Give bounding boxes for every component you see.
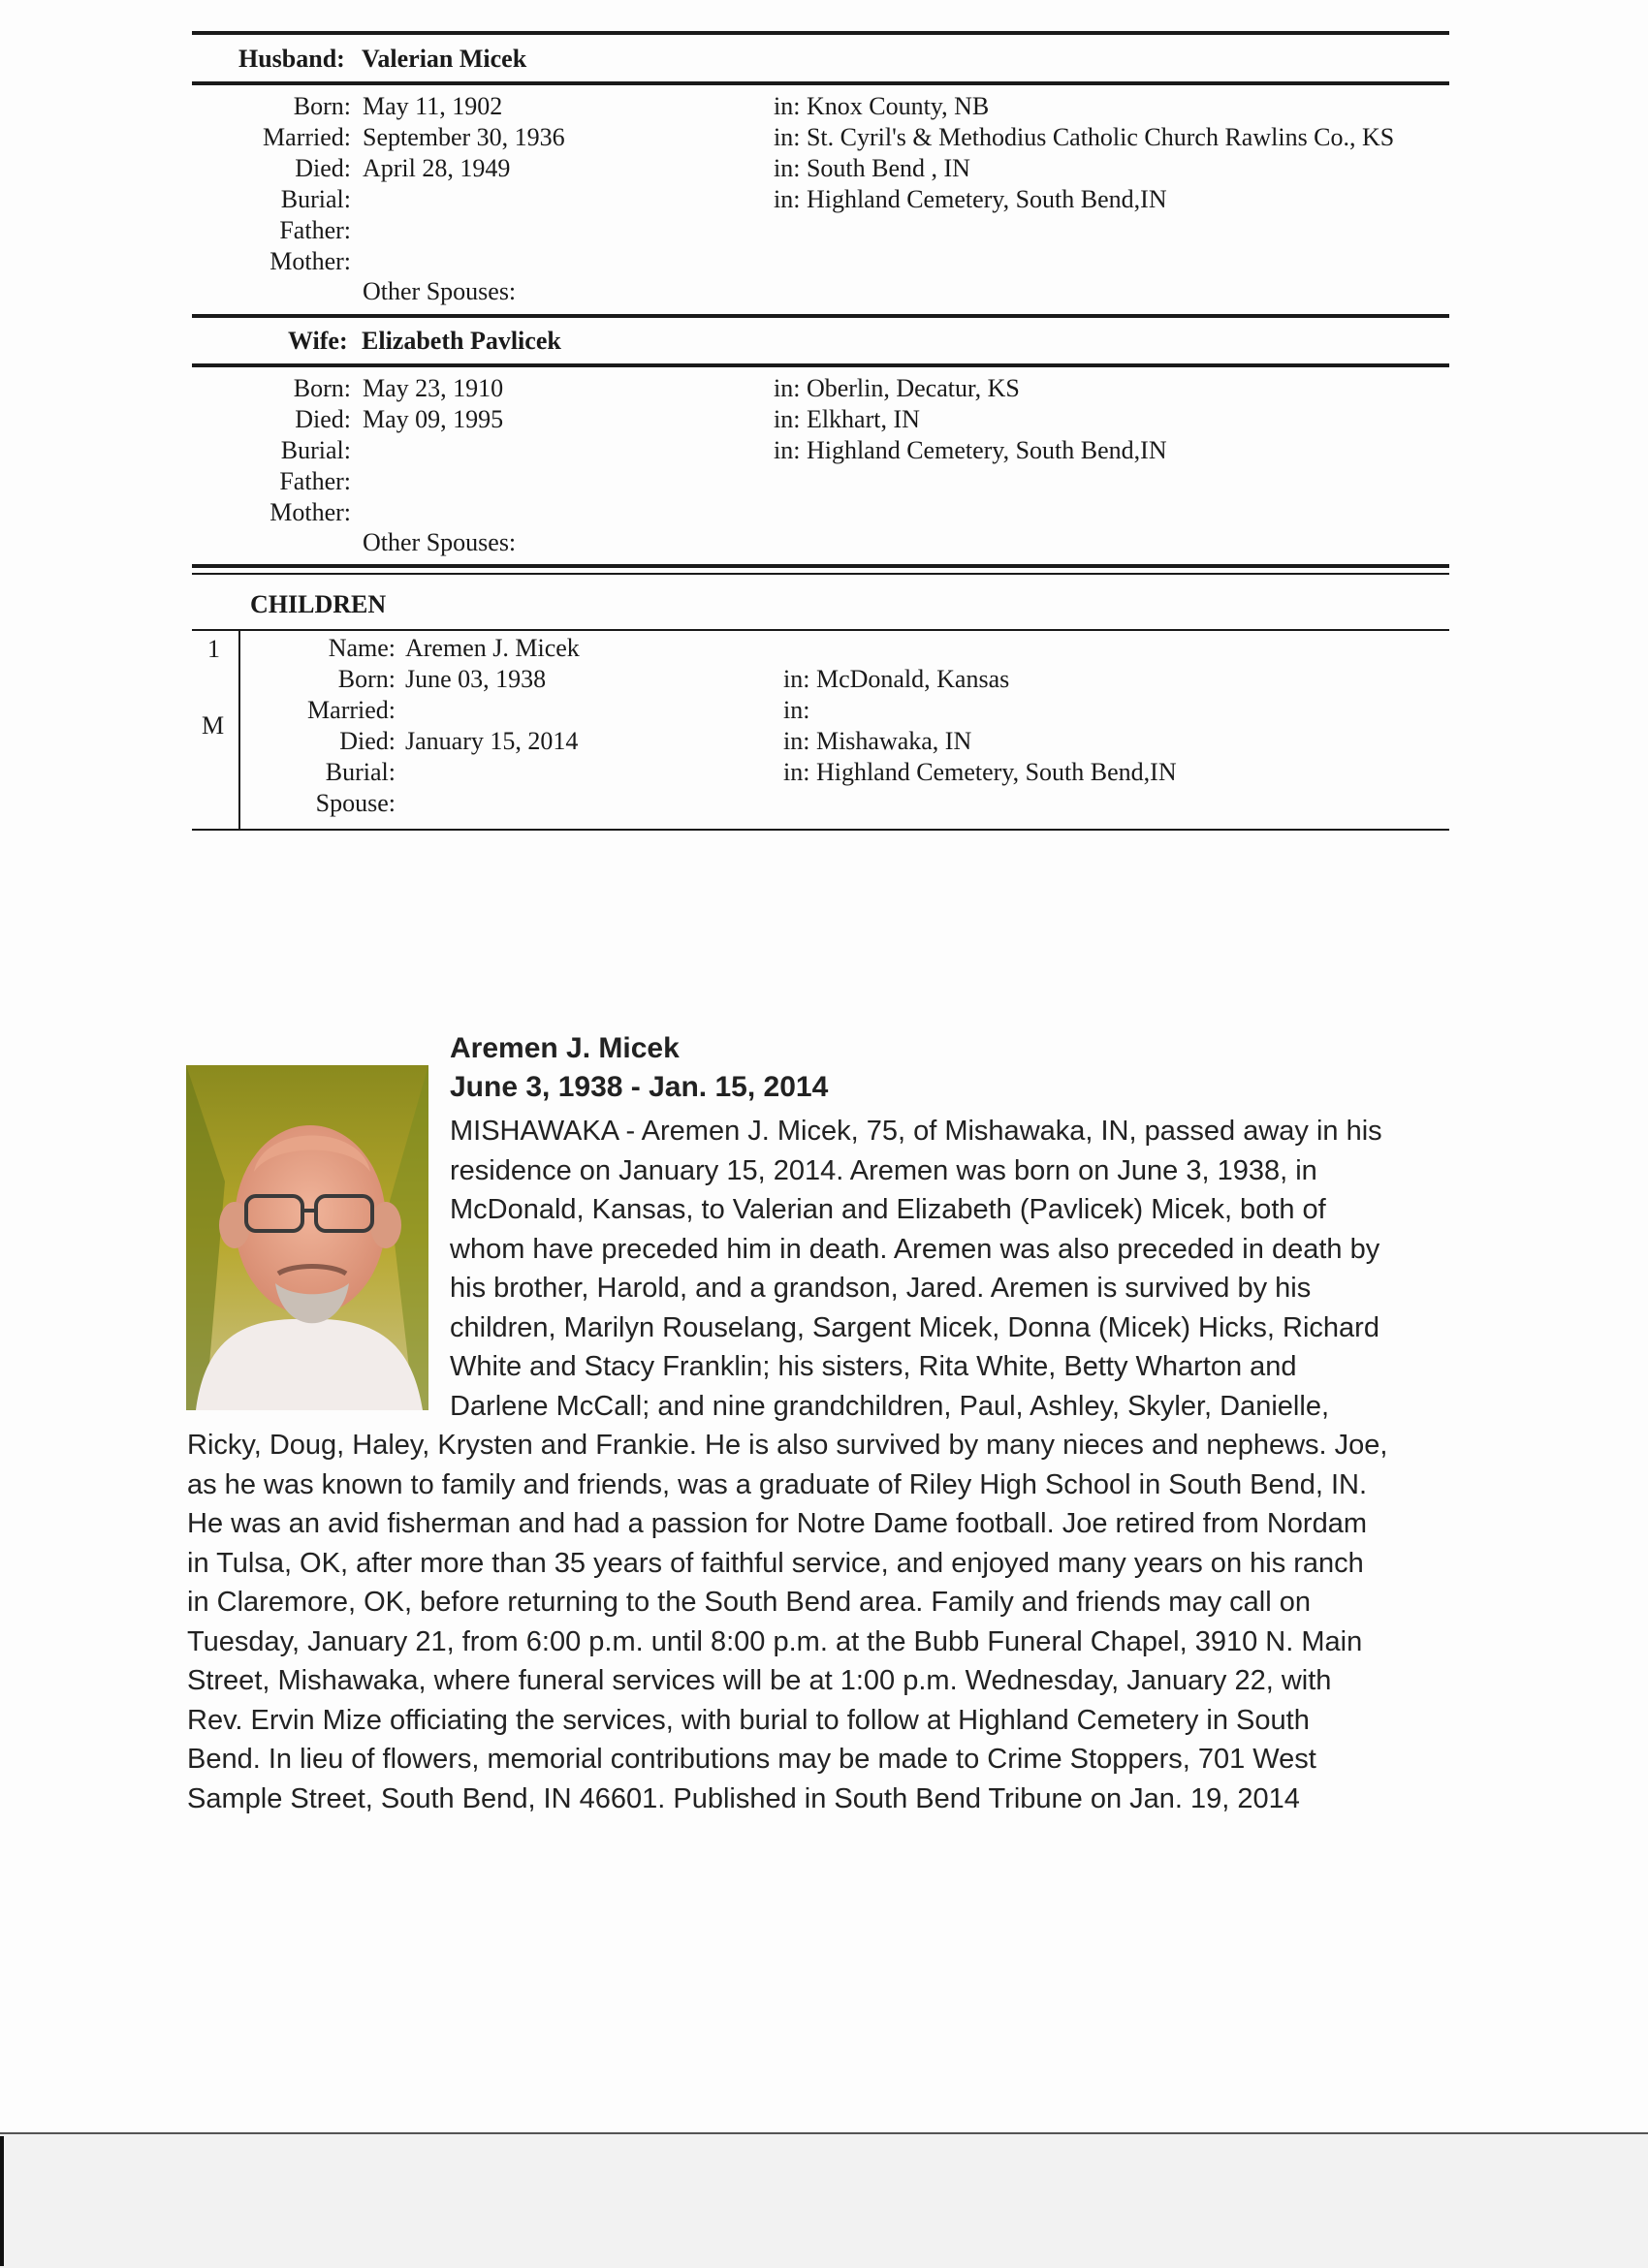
husband-married-value: September 30, 1936 bbox=[363, 123, 565, 151]
child-burial-label: Burial: bbox=[325, 758, 396, 786]
wife-header-rule bbox=[192, 363, 1449, 367]
child-died-label: Died: bbox=[339, 727, 396, 755]
husband-died-place: in: South Bend , IN bbox=[774, 154, 970, 182]
child-died-place: in: Mishawaka, IN bbox=[783, 727, 972, 755]
obituary-line: Street, Mishawaka, where funeral services will be at 1:00 p.m. Wednesday, January 22, with bbox=[187, 1665, 1332, 1696]
husband-header-rule bbox=[192, 81, 1449, 85]
obituary-line: McDonald, Kansas, to Valerian and Elizabeth (Pavlicek) Micek, both of bbox=[450, 1194, 1326, 1225]
husband-burial-label: Burial: bbox=[280, 185, 351, 213]
husband-married-place: in: St. Cyril's & Methodius Catholic Church Rawlins Co., KS bbox=[774, 123, 1395, 151]
obituary-line: MISHAWAKA - Aremen J. Micek, 75, of Mishawaka, IN, passed away in his bbox=[450, 1116, 1382, 1147]
portrait-image bbox=[186, 1065, 428, 1410]
child-born-value: June 03, 1938 bbox=[405, 665, 547, 693]
husband-other-spouses: Other Spouses: bbox=[363, 277, 517, 305]
child-name-label: Name: bbox=[328, 634, 396, 662]
wife-mother-label: Mother: bbox=[269, 498, 351, 526]
wife-died-value: May 09, 1995 bbox=[363, 405, 504, 433]
husband-died-value: April 28, 1949 bbox=[363, 154, 511, 182]
scan-bottom-edge bbox=[0, 2136, 4, 2266]
child-born-label: Born: bbox=[337, 665, 396, 693]
husband-father-label: Father: bbox=[279, 216, 351, 244]
child-spouse-label: Spouse: bbox=[315, 789, 396, 817]
child-married-place: in: bbox=[783, 696, 810, 724]
obituary-line: in Claremore, OK, before returning to the South Bend area. Family and friends may call on bbox=[187, 1587, 1311, 1618]
husband-born-value: May 11, 1902 bbox=[363, 92, 503, 120]
children-header: CHILDREN bbox=[250, 590, 387, 618]
obituary-line: Darlene McCall; and nine grandchildren, Paul, Ashley, Skyler, Danielle, bbox=[450, 1390, 1330, 1422]
obituary-dates: June 3, 1938 - Jan. 15, 2014 bbox=[450, 1071, 829, 1103]
wife-born-place: in: Oberlin, Decatur, KS bbox=[774, 374, 1020, 402]
wife-other-spouses: Other Spouses: bbox=[363, 528, 517, 556]
child-married-label: Married: bbox=[307, 696, 396, 724]
obituary-line: Bend. In lieu of flowers, memorial contributions may be made to Crime Stoppers, 701 West bbox=[187, 1744, 1316, 1775]
husband-top-rule bbox=[192, 31, 1449, 35]
child-sex: M bbox=[202, 711, 225, 740]
children-double-rule-bottom bbox=[192, 573, 1449, 575]
obituary-line: White and Stacy Franklin; his sisters, Rita White, Betty Wharton and bbox=[450, 1351, 1297, 1382]
scan-bottom-band bbox=[0, 2132, 1648, 2268]
child-number: 1 bbox=[207, 635, 220, 663]
children-column-divider bbox=[238, 629, 240, 831]
husband-burial-place: in: Highland Cemetery, South Bend,IN bbox=[774, 185, 1167, 213]
wife-name: Elizabeth Pavlicek bbox=[362, 327, 561, 355]
child-burial-place: in: Highland Cemetery, South Bend,IN bbox=[783, 758, 1177, 786]
obituary-line: whom have preceded him in death. Aremen was also preceded in death by bbox=[450, 1233, 1380, 1265]
wife-born-value: May 23, 1910 bbox=[363, 374, 504, 402]
wife-burial-label: Burial: bbox=[280, 436, 351, 464]
obituary-line: Sample Street, South Bend, IN 46601. Published in South Bend Tribune on Jan. 19, 2014 bbox=[187, 1782, 1300, 1814]
obituary-line: Ricky, Doug, Haley, Krysten and Frankie. He is also survived by many nieces and nephews. Joe, bbox=[187, 1430, 1388, 1461]
wife-father-label: Father: bbox=[279, 467, 351, 495]
child-died-value: January 15, 2014 bbox=[405, 727, 579, 755]
husband-header-label: Husband: bbox=[238, 45, 345, 73]
wife-born-label: Born: bbox=[293, 374, 351, 402]
child-name-value: Aremen J. Micek bbox=[405, 634, 580, 662]
wife-header-label: Wife: bbox=[288, 327, 348, 355]
wife-top-rule bbox=[192, 314, 1449, 318]
wife-died-place: in: Elkhart, IN bbox=[774, 405, 920, 433]
obituary-line: children, Marilyn Rouselang, Sargent Micek, Donna (Micek) Hicks, Richard bbox=[450, 1311, 1379, 1343]
children-double-rule-top bbox=[192, 564, 1449, 568]
obituary-name: Aremen J. Micek bbox=[450, 1032, 680, 1064]
children-bottom-rule bbox=[192, 829, 1449, 831]
obituary-line: in Tulsa, OK, after more than 35 years of faithful service, and enjoyed many years on his ranch bbox=[187, 1547, 1364, 1579]
husband-mother-label: Mother: bbox=[269, 247, 351, 275]
husband-born-place: in: Knox County, NB bbox=[774, 92, 990, 120]
wife-died-label: Died: bbox=[295, 405, 351, 433]
obituary-line: residence on January 15, 2014. Aremen was born on June 3, 1938, in bbox=[450, 1154, 1317, 1186]
obituary-line: Rev. Ervin Mize officiating the services, with burial to follow at Highland Cemetery in South bbox=[187, 1704, 1310, 1736]
obituary-line: his brother, Harold, and a grandson, Jared. Aremen is survived by his bbox=[450, 1273, 1312, 1304]
husband-married-label: Married: bbox=[263, 123, 351, 151]
obituary-line: Tuesday, January 21, from 6:00 p.m. until 8:00 p.m. at the Bubb Funeral Chapel, 3910 N. Main bbox=[187, 1625, 1363, 1657]
husband-died-label: Died: bbox=[295, 154, 351, 182]
husband-born-label: Born: bbox=[293, 92, 351, 120]
wife-burial-place: in: Highland Cemetery, South Bend,IN bbox=[774, 436, 1167, 464]
obituary-line: as he was known to family and friends, was a graduate of Riley High School in South Bend, IN. bbox=[187, 1468, 1368, 1500]
obituary-photo bbox=[186, 1065, 428, 1410]
husband-name: Valerian Micek bbox=[362, 45, 527, 73]
children-header-rule bbox=[192, 629, 1449, 631]
child-born-place: in: McDonald, Kansas bbox=[783, 665, 1010, 693]
obituary-line: He was an avid fisherman and had a passion for Notre Dame football. Joe retired from Nordam bbox=[187, 1508, 1367, 1539]
